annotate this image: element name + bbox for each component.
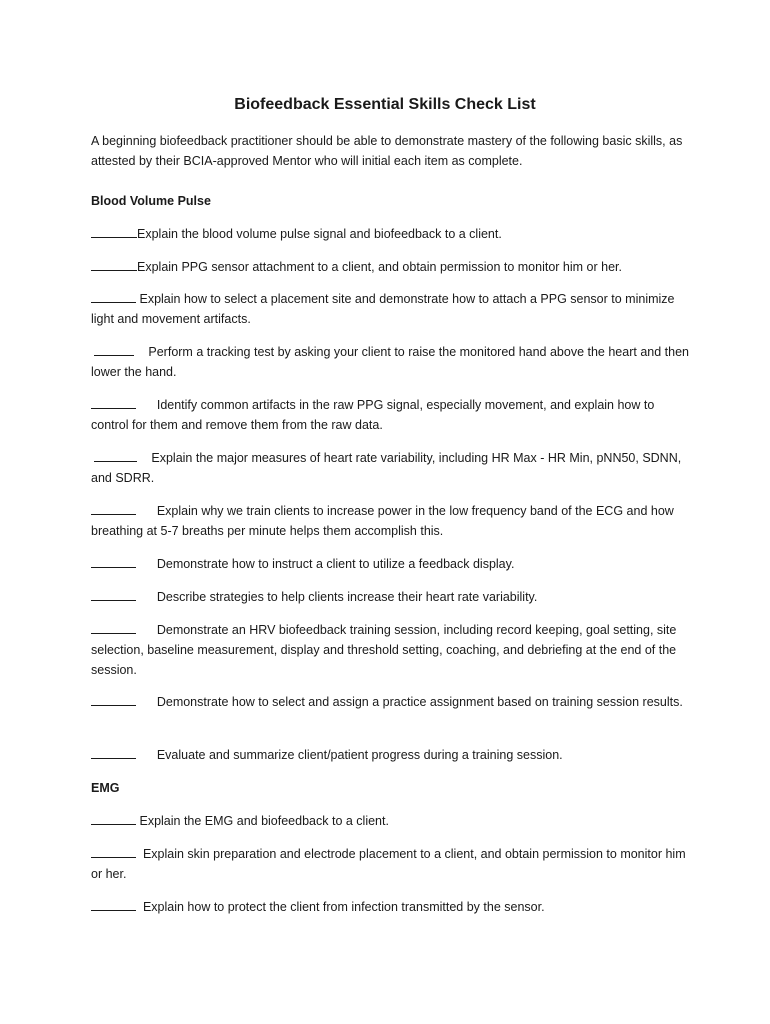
- checklist-item: Demonstrate how to instruct a client to utilize a feedback display.: [91, 554, 691, 574]
- initial-blank[interactable]: [91, 811, 136, 825]
- initial-blank[interactable]: [91, 620, 136, 634]
- checklist-item: Explain PPG sensor attachment to a client, and obtain permission to monitor him or her.: [91, 257, 691, 277]
- checklist-item: Identify common artifacts in the raw PPG signal, especially movement, and explain how to control for them and remove them from the raw data.: [91, 395, 691, 435]
- initial-blank[interactable]: [94, 448, 137, 462]
- initial-blank[interactable]: [91, 897, 136, 911]
- checklist-item: Demonstrate an HRV biofeedback training session, including record keeping, goal setting, site selection, baseline measurement, display and threshold setting, coaching, and debriefing at the end of the session.: [91, 620, 691, 680]
- initial-blank[interactable]: [91, 395, 136, 409]
- checklist-item: Explain how to protect the client from infection transmitted by the sensor.: [91, 897, 691, 917]
- initial-blank[interactable]: [91, 844, 136, 858]
- checklist-item: Explain the major measures of heart rate variability, including HR Max - HR Min, pNN50, SDNN, and SDRR.: [91, 448, 691, 488]
- initial-blank[interactable]: [91, 224, 137, 238]
- page-title: Biofeedback Essential Skills Check List: [234, 96, 536, 113]
- checklist-item: Explain skin preparation and electrode placement to a client, and obtain permission to monitor him or her.: [91, 844, 691, 884]
- checklist-item: Explain why we train clients to increase power in the low frequency band of the ECG and how breathing at 5-7 breaths per minute helps them accomplish this.: [91, 501, 691, 541]
- intro-paragraph: A beginning biofeedback practitioner should be able to demonstrate mastery of the following basic skills, as attested by their BCIA-approved Mentor who will initial each item as complete.: [91, 134, 683, 168]
- checklist-item: Explain the EMG and biofeedback to a client.: [91, 811, 691, 831]
- initial-blank[interactable]: [91, 289, 136, 303]
- checklist-item: Perform a tracking test by asking your client to raise the monitored hand above the heart and then lower the hand.: [91, 342, 691, 382]
- initial-blank[interactable]: [91, 587, 136, 601]
- initial-blank[interactable]: [91, 501, 136, 515]
- initial-blank[interactable]: [91, 745, 136, 759]
- section-heading-emg: EMG: [91, 781, 120, 795]
- checklist-item: Explain how to select a placement site and demonstrate how to attach a PPG sensor to minimize light and movement artifacts.: [91, 289, 691, 329]
- section-heading-blood-volume-pulse: Blood Volume Pulse: [91, 194, 211, 208]
- checklist-item: Demonstrate how to select and assign a practice assignment based on training session results.: [91, 692, 691, 712]
- initial-blank[interactable]: [94, 342, 134, 356]
- initial-blank[interactable]: [91, 692, 136, 706]
- initial-blank[interactable]: [91, 554, 136, 568]
- checklist-item: Explain the blood volume pulse signal and biofeedback to a client.: [91, 224, 691, 244]
- initial-blank[interactable]: [91, 257, 137, 271]
- checklist-item: Describe strategies to help clients increase their heart rate variability.: [91, 587, 691, 607]
- checklist-item: Evaluate and summarize client/patient progress during a training session.: [91, 745, 691, 765]
